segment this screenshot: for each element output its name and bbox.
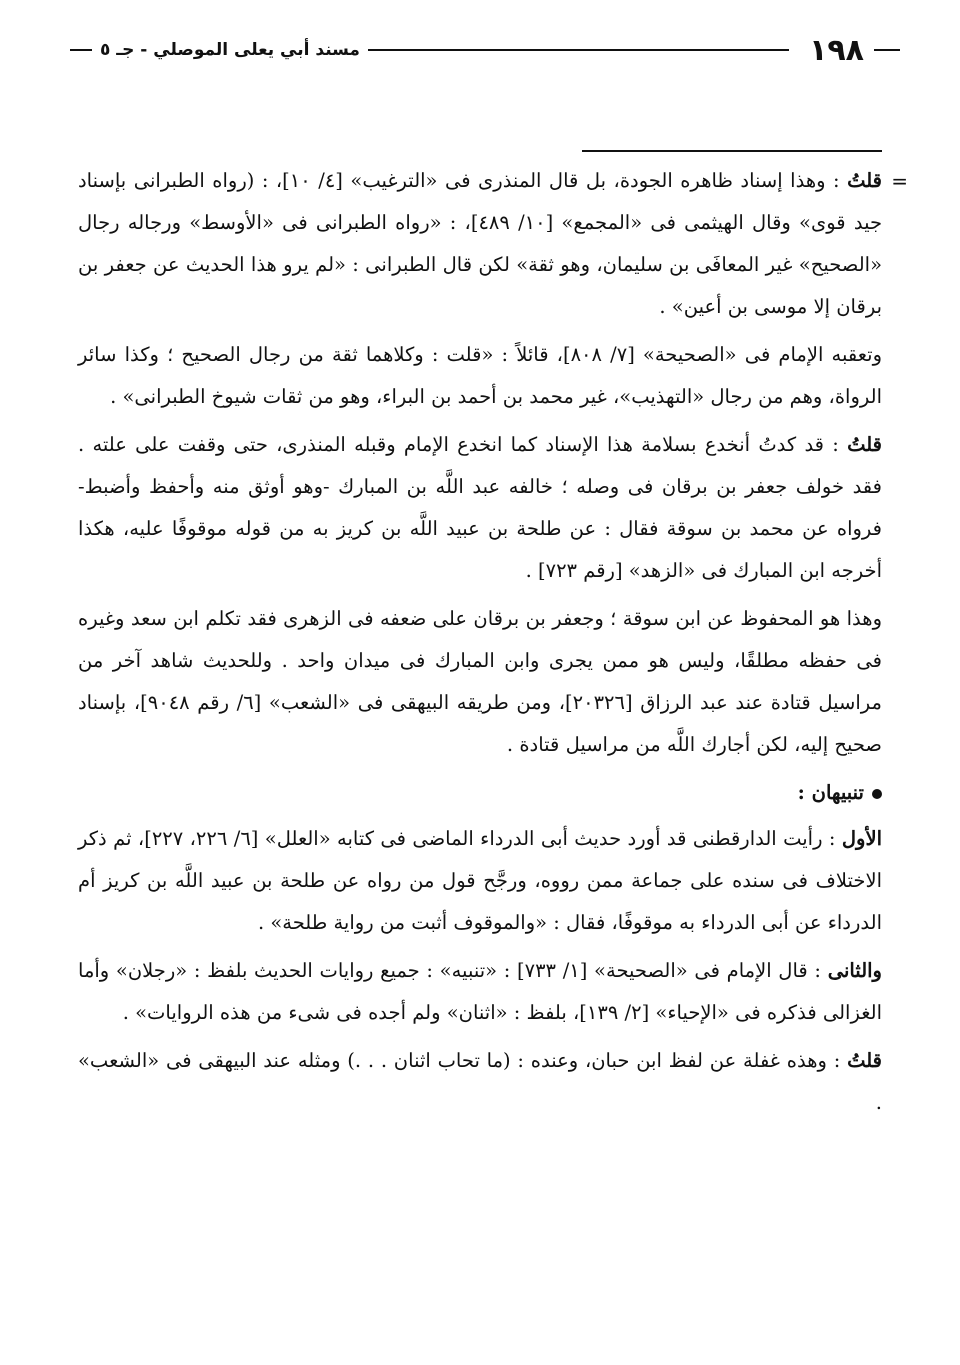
paragraph-text: : قد كدتُ أنخدع بسلامة هذا الإسناد كما انخدع الإمام وقبله المنذرى، حتى وقفت على علته . فقد خولف جعفر بن برقان فى وصله ؛ خالفه عبد اللَّه بن المبارك -وهو أوثق منه وأحفظ وأضبط- فرواه عن محمد بن سوقة فقال : عن طلحة بن عبيد اللَّه بن كريز به من قوله موقوفًا عليه، هكذا أخرجه ابن المبارك فى «الزهد» [رقم ٧٢٣] .: [78, 433, 882, 582]
page-header: [70, 28, 900, 72]
note-lead: الأول: [841, 827, 882, 850]
paragraph-lead: قلتُ: [847, 433, 883, 456]
paragraph-lead: قلتُ: [847, 169, 882, 192]
paragraph-4: [78, 598, 882, 766]
continuation-rule: [582, 150, 882, 152]
note-lead: قلتُ: [847, 1049, 882, 1072]
continuation-mark: =: [891, 169, 908, 193]
paragraph-text: : وهذا إسناد ظاهره الجودة، بل قال المنذرى فى «الترغيب» [٤/ ١٠]، : (رواه الطبرانى بإسناد جيد قوى» وقال الهيثمى فى «المجمع» [١٠/ ٤٨٩]، : «رواه الطبرانى فى «الأوسط» ورجاله رجال «الصحيح» غير المعافَى بن سليمان، وهو ثقة» لكن قال الطبرانى : «لم يرو هذا الحديث عن جعفر بن برقان إلا موسى بن أعين» .: [78, 169, 883, 318]
header-rule-left: [70, 49, 92, 51]
note-text: : رأيت الدارقطنى قد أورد حديث أبى الدرداء الماضى فى كتابه «العلل» [٦/ ٢٢٦، ٢٢٧]، ثم ذكر الاختلاف فى سنده على جماعة ممن رووه، ورجَّح قول من رواه عن طلحة بن عبيد اللَّه بن كريز أم الدرداء عن أبى الدرداء به موقوفًا، فقال : «والموقوف أثبت من رواية طلحة» .: [78, 827, 882, 934]
note-3: [78, 1040, 882, 1124]
paragraph-text: وتعقبه الإمام فى «الصحيحة» [٧/ ٨٠٨]، قائلاً : «قلت : وكلاهما ثقة من رجال الصحيح ؛ وكذا سائر الرواة، وهم من رجال «التهذيب»، غير محمد بن أحمد بن البراء، وهو من ثقات شيوخ الطبرانى» .: [78, 343, 882, 408]
paragraph-2: [78, 334, 882, 418]
paragraph-text: وهذا هو المحفوظ عن ابن سوقة ؛ وجعفر بن برقان على ضعفه فى الزهرى فقد تكلم ابن سعد وغيره فى حفظه مطلقًا، وليس هو ممن يجرى وابن المبارك فى ميدان واحد . وللحديث شاهد آخر من مراسيل قتادة عند عبد الرزاق [٢٠٣٢٦]، ومن طريقه البيهقى فى «الشعب» [٦/ رقم ٩٠٤٨]، بإسناد صحيح إليه، لكن أجارك اللَّه من مراسيل قتادة .: [78, 607, 882, 756]
page-number: ١٩٨: [809, 32, 864, 68]
paragraph-3: [78, 424, 882, 592]
note-text: : قال الإمام فى «الصحيحة» [١/ ٧٣٣] : «تنبيه» : جميع روايات الحديث بلفظ : «رجلان» وأما الغزالى فذكره فى «الإحياء» [٢/ ١٣٩]، بلفظ : «اثنان» ولم أجده فى شىء من هذه الروايات» .: [78, 959, 882, 1024]
bullet-icon: [872, 789, 882, 799]
note-lead: والثانى: [827, 959, 882, 982]
notes-heading-text: تنبيهان :: [797, 781, 864, 804]
note-1: [78, 818, 882, 944]
notes-heading: [78, 772, 882, 814]
header-rule-right: [874, 49, 900, 51]
running-title: مسند أبي يعلى الموصلي - جـ ٥: [100, 40, 360, 60]
page-body: [78, 160, 908, 1130]
paragraph-1: [78, 160, 908, 328]
header-rule: [368, 49, 789, 51]
note-2: [78, 950, 882, 1034]
note-text: : وهذه غفلة عن لفظ ابن حبان، وعنده : (ما تحاب اثنان . . .) ومثله عند البيهقى فى «الشعب» .: [78, 1049, 882, 1114]
